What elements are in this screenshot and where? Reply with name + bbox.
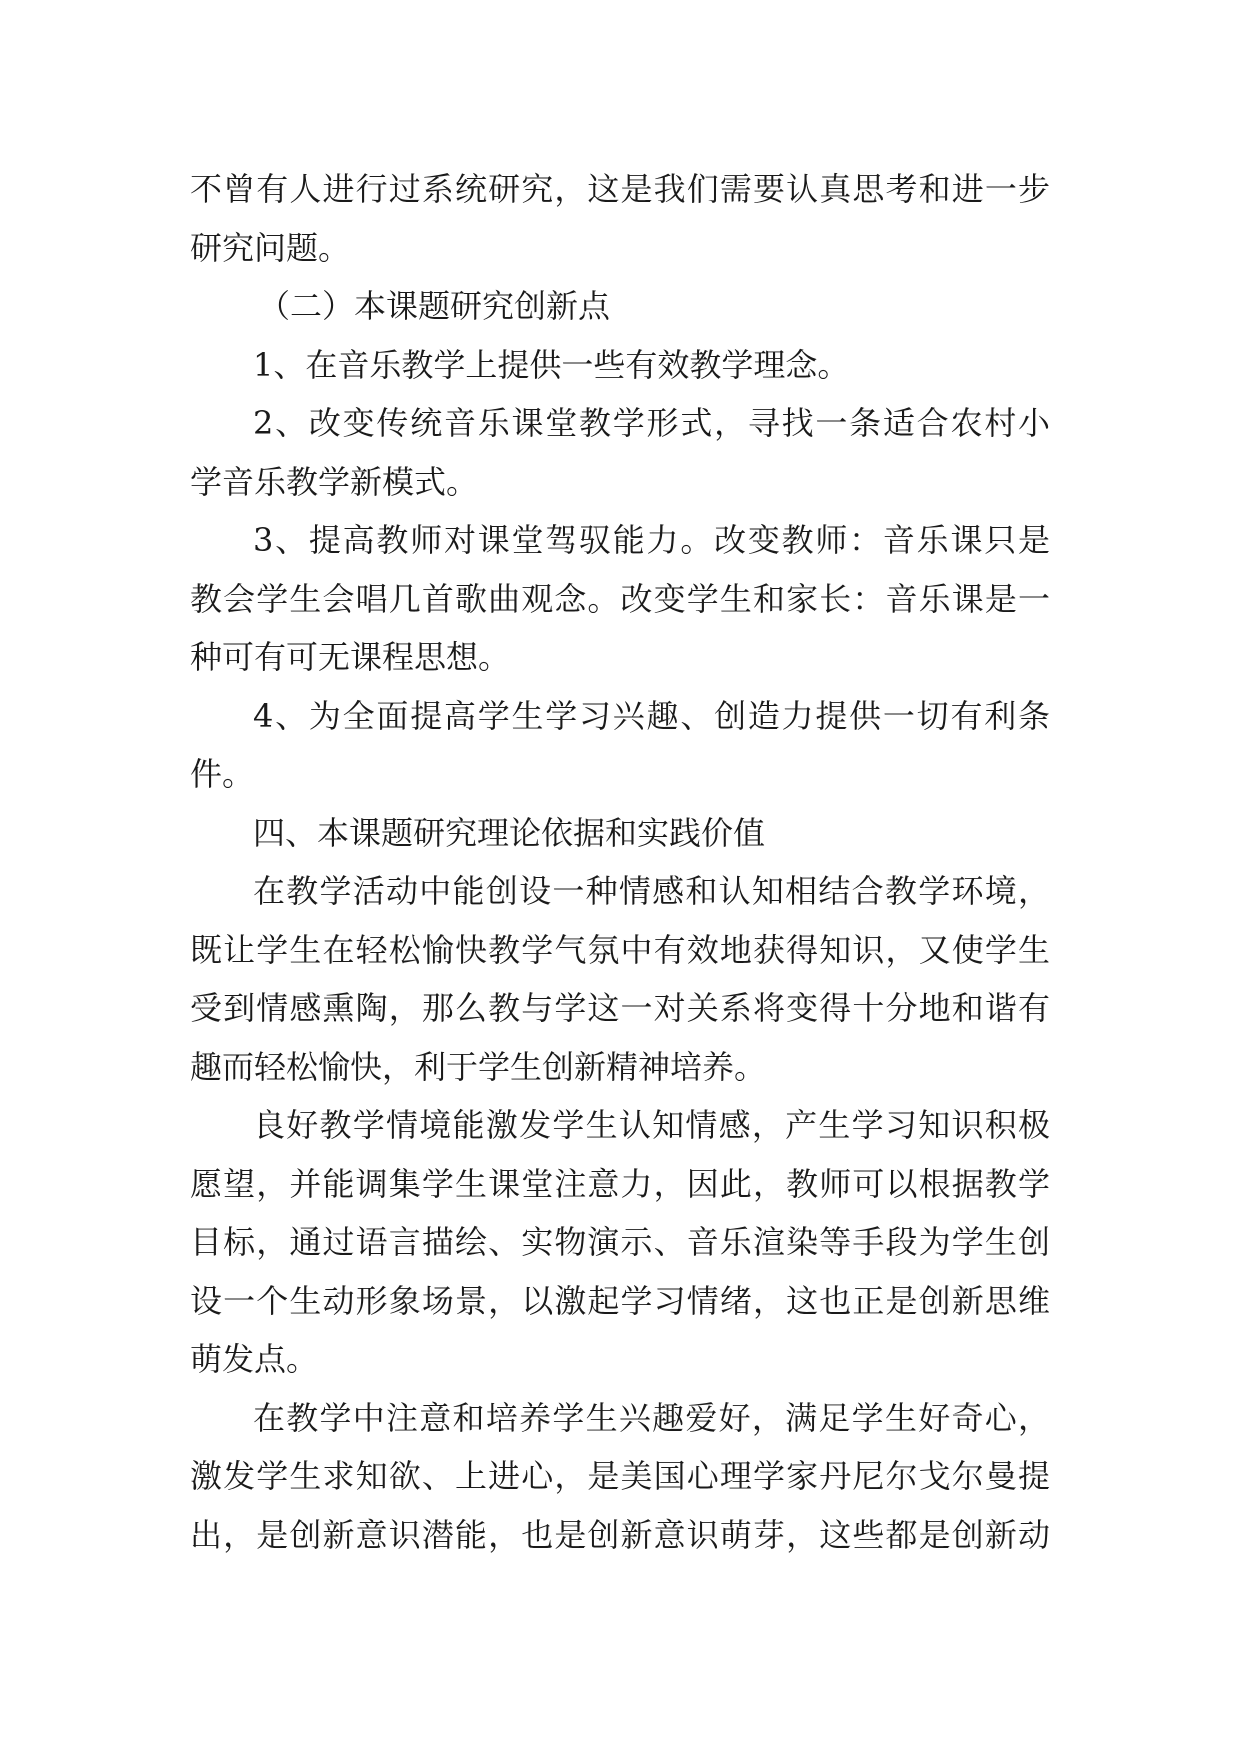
text-line: 学音乐教学新模式。	[190, 462, 479, 501]
document-body	[190, 160, 1050, 1564]
paragraph-line: 良好教学情境能激发学生认知情感，产生学习知识积极	[253, 1106, 1050, 1144]
list-item: 4、为全面提高学生学习兴趣、创造力提供一切有利条	[253, 696, 1050, 735]
paragraph-line: 在教学中注意和培养学生兴趣爱好，满足学生好奇心，	[253, 1398, 1050, 1437]
paragraph-line: 既让学生在轻松愉快教学气氛中有效地获得知识，又使学生	[190, 930, 1050, 969]
text-line: 种可有可无课程思想。	[190, 638, 511, 676]
list-item: 3、提高教师对课堂驾驭能力。改变教师：音乐课只是	[253, 521, 1050, 559]
list-item: 2、改变传统音乐课堂教学形式，寻找一条适合农村小	[253, 404, 1050, 442]
section-heading: （二）本课题研究创新点	[258, 287, 611, 325]
text-line: 件。	[190, 755, 255, 793]
paragraph-line: 激发学生求知欲、上进心，是美国心理学家丹尼尔戈尔曼提	[190, 1457, 1050, 1495]
text-line: 研究问题。	[190, 228, 351, 267]
section-heading: 四、本课题研究理论依据和实践价值	[253, 813, 766, 852]
list-item: 1、在音乐教学上提供一些有效教学理念。	[253, 345, 850, 384]
paragraph-line: 目标，通过语言描绘、实物演示、音乐渲染等手段为学生创	[190, 1223, 1050, 1261]
paragraph-line: 在教学活动中能创设一种情感和认知相结合教学环境，	[253, 872, 1050, 910]
paragraph-line: 萌发点。	[190, 1340, 319, 1378]
paragraph-line: 设一个生动形象场景，以激起学习情绪，这也正是创新思维	[190, 1281, 1050, 1320]
text-line: 不曾有人进行过系统研究，这是我们需要认真思考和进一步	[190, 170, 1050, 208]
paragraph-line: 愿望，并能调集学生课堂注意力，因此，教师可以根据教学	[190, 1164, 1050, 1203]
paragraph-line: 出，是创新意识潜能，也是创新意识萌芽，这些都是创新动	[190, 1515, 1050, 1554]
paragraph-line: 趣而轻松愉快，利于学生创新精神培养。	[190, 1047, 767, 1086]
paragraph-line: 受到情感熏陶，那么教与学这一对关系将变得十分地和谐有	[190, 989, 1050, 1027]
text-line: 教会学生会唱几首歌曲观念。改变学生和家长：音乐课是一	[190, 579, 1050, 618]
